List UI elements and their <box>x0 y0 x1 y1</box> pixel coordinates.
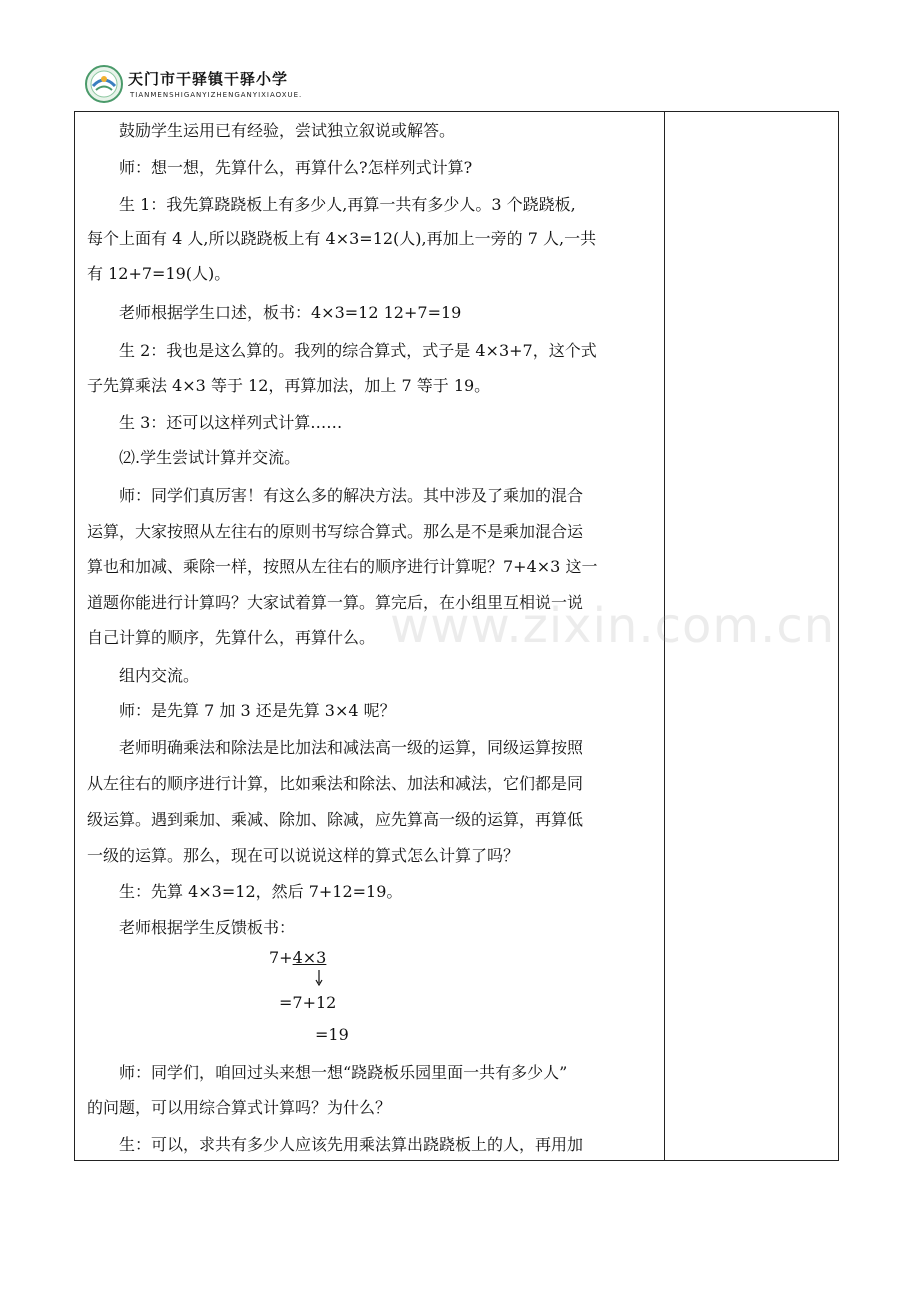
lesson-line: 老师明确乘法和除法是比加法和减法高一级的运算，同级运算按照 <box>119 738 584 757</box>
lesson-line: 子先算乘法 4×3 等于 12，再算加法，加上 7 等于 19。 <box>87 376 491 395</box>
lesson-line: 生 1：我先算跷跷板上有多少人,再算一共有多少人。3 个跷跷板, <box>119 195 576 214</box>
lesson-line: ⑵.学生尝试计算并交流。 <box>119 448 301 467</box>
lesson-line: 的问题，可以用综合算式计算吗？为什么？ <box>87 1098 392 1117</box>
calc-step-1: =7+12 <box>279 993 337 1012</box>
watermark-text: www.zixin.com.cn <box>390 598 836 654</box>
lesson-line: 算也和加减、乘除一样，按照从左往右的顺序进行计算呢？7+4×3 这一 <box>87 557 598 576</box>
calc-expression-underlined: 4×3 <box>292 948 327 967</box>
lesson-line: 道题你能进行计算吗？大家试着算一算。算完后，在小组里互相说一说 <box>87 593 584 612</box>
calc-expression <box>269 948 326 968</box>
lesson-line: 一级的运算。那么，现在可以说说这样的算式怎么计算了吗？ <box>87 846 520 865</box>
calc-step-2: =19 <box>315 1025 349 1044</box>
lesson-line: 师：同学们真厉害！有这么多的解决方法。其中涉及了乘加的混合 <box>119 486 584 505</box>
lesson-line: 每个上面有 4 人,所以跷跷板上有 4×3=12(人),再加上一旁的 7 人,一共 <box>87 229 597 248</box>
page-header <box>84 64 484 104</box>
school-name: 天门市干驿镇干驿小学 <box>128 70 289 88</box>
lesson-line: 生：先算 4×3=12，然后 7+12=19。 <box>119 882 403 901</box>
lesson-line: 师：是先算 7 加 3 还是先算 3×4 呢？ <box>119 701 396 720</box>
school-pinyin: TIANMENSHIGANYIZHENGANYIXIAOXUE. <box>130 91 303 99</box>
lesson-line: 生：可以，求共有多少人应该先用乘法算出跷跷板上的人，再用加 <box>119 1135 584 1154</box>
school-logo-icon <box>84 64 124 104</box>
lesson-line: 生 3：还可以这样列式计算…… <box>119 413 343 432</box>
lesson-line: 级运算。遇到乘加、乘减、除加、除减，应先算高一级的运算，再算低 <box>87 810 584 829</box>
lesson-line: 运算，大家按照从左往右的原则书写综合算式。那么是不是乘加混合运 <box>87 522 584 541</box>
lesson-line: 老师根据学生反馈板书： <box>119 918 296 937</box>
lesson-line: 自己计算的顺序，先算什么，再算什么。 <box>87 628 376 647</box>
lesson-line: 从左往右的顺序进行计算，比如乘法和除法、加法和减法，它们都是同 <box>87 774 584 793</box>
lesson-line: 有 12+7=19(人)。 <box>87 264 231 283</box>
lesson-line: 鼓励学生运用已有经验，尝试独立叙说或解答。 <box>119 121 456 140</box>
lesson-line: 师：想一想，先算什么，再算什么?怎样列式计算? <box>119 158 473 177</box>
calc-expression-prefix: 7+ <box>269 948 293 967</box>
lesson-line: 生 2：我也是这么算的。我列的综合算式，式子是 4×3+7，这个式 <box>119 341 597 360</box>
lesson-line: 老师根据学生口述，板书：4×3=12 12+7=19 <box>119 303 462 322</box>
down-arrow-icon <box>314 970 324 986</box>
lesson-line: 组内交流。 <box>119 666 200 685</box>
lesson-line: 师：同学们，咱回过头来想一想“跷跷板乐园里面一共有多少人” <box>119 1063 568 1082</box>
